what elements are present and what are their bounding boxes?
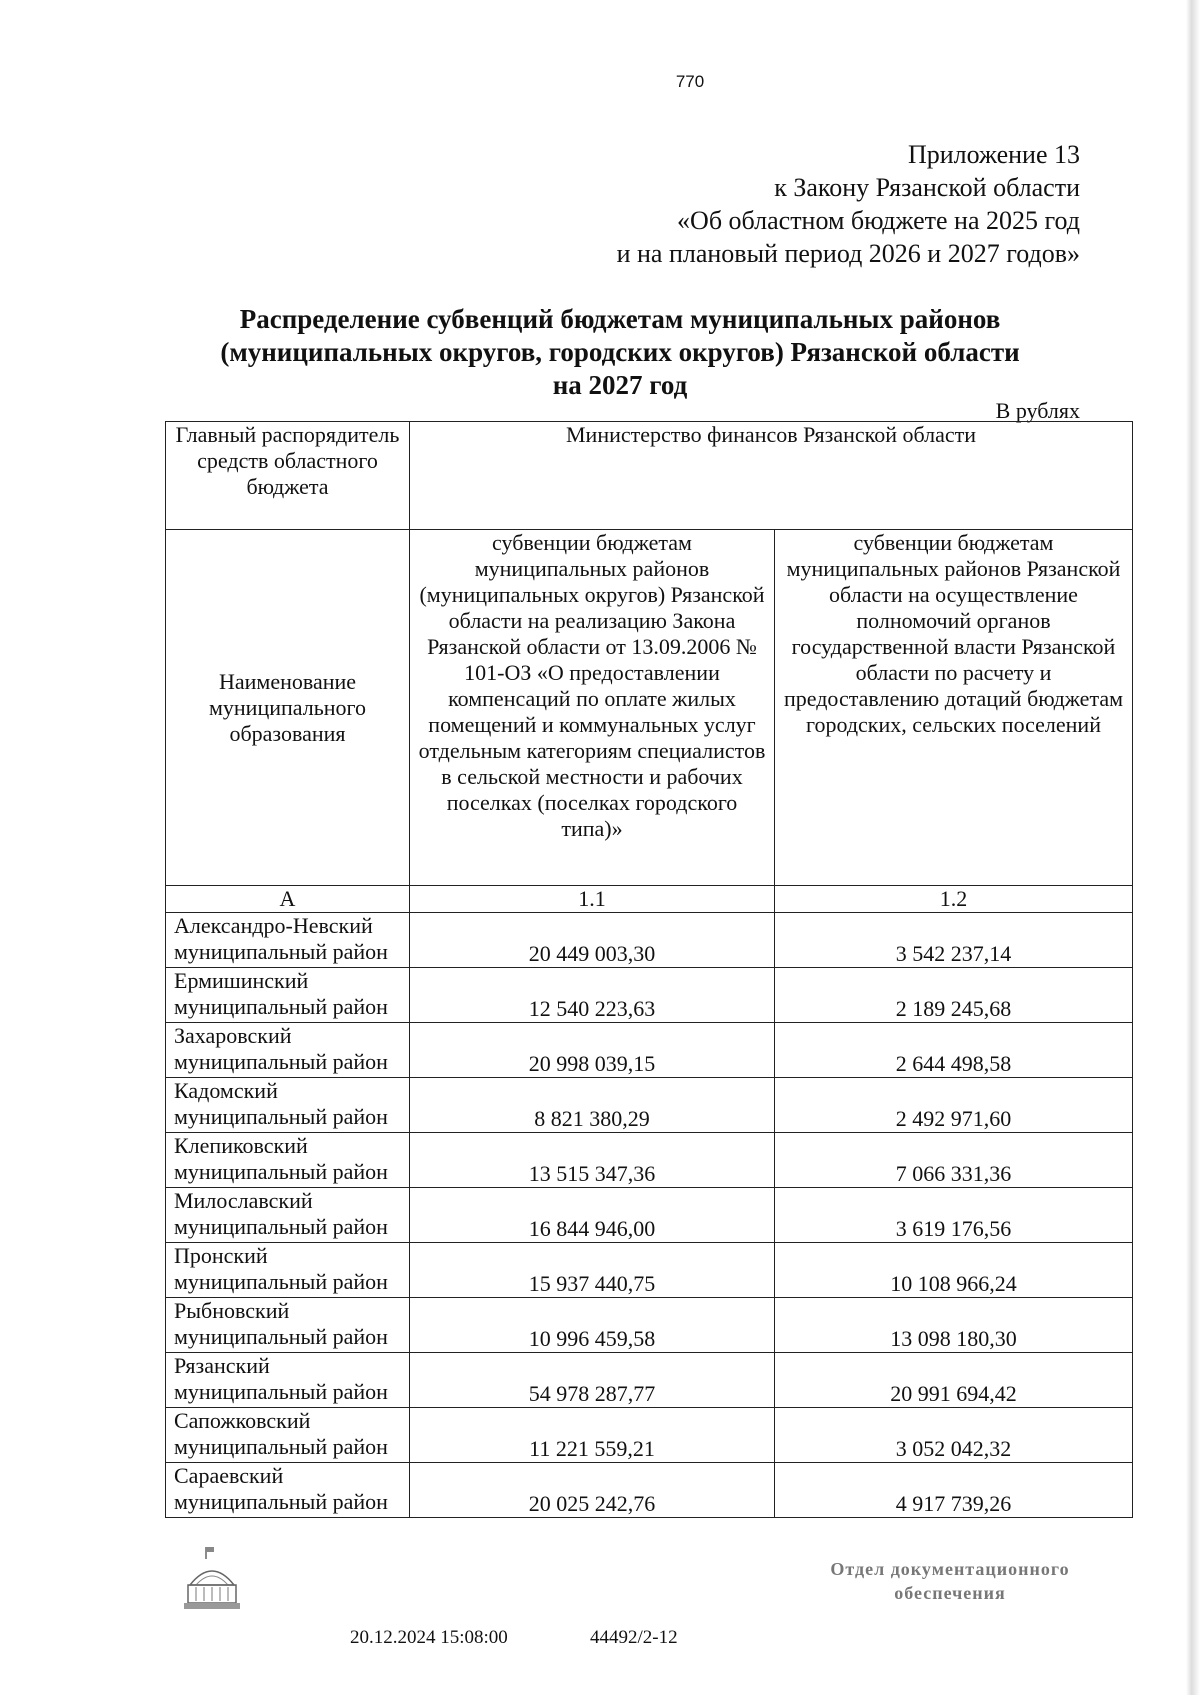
value-1-1: 10 996 459,58 [410,1298,775,1353]
table-row [166,1243,1133,1298]
coat-of-arms-icon [182,1545,242,1615]
title-line: на 2027 год [552,370,688,400]
value-1-2: 7 066 331,36 [775,1133,1133,1188]
municipality-name-line1: Сараевский [174,1463,284,1488]
table-row [166,968,1133,1023]
municipality-name-line2: муниципальный район [174,1434,388,1459]
value-1-2: 3 542 237,14 [775,913,1133,968]
table-row [166,1298,1133,1353]
municipality-name-line2: муниципальный район [174,1324,388,1349]
table-row [166,1353,1133,1408]
table-row [166,1463,1133,1518]
municipality-name-line2: муниципальный район [174,1104,388,1129]
value-1-1: 8 821 380,29 [410,1078,775,1133]
table-row [166,1408,1133,1463]
municipality-name-line2: муниципальный район [174,1379,388,1404]
municipality-name [166,1078,410,1133]
municipality-name [166,913,410,968]
municipality-name-line1: Сапожковский [174,1408,311,1433]
column-header-1-2: субвенции бюджетам муниципальных районов Рязанской области на осуществление полномочий органов государственной власти Рязанской области по расчету и предоставлению дотаций бюджетам городских, сельских поселений [775,530,1133,886]
value-1-1: 15 937 440,75 [410,1243,775,1298]
appendix-header [617,138,1080,270]
table-row [166,1188,1133,1243]
appendix-line: «Об областном бюджете на 2025 год [677,206,1080,235]
appendix-line: к Закону Рязанской области [774,173,1080,202]
appendix-line: и на плановый период 2026 и 2027 годов» [616,239,1080,268]
column-number: 1.1 [410,886,775,913]
document-title [160,303,1080,402]
header-row-admin [166,422,1133,530]
value-1-2: 2 492 971,60 [775,1078,1133,1133]
table-row [166,1023,1133,1078]
subventions-table [165,421,1133,1518]
municipality-name-line1: Милославский [174,1188,313,1213]
municipality-name-line1: Рязанский [174,1353,270,1378]
value-1-2: 10 108 966,24 [775,1243,1133,1298]
appendix-line: Приложение 13 [907,140,1080,169]
value-1-1: 12 540 223,63 [410,968,775,1023]
municipality-name-label: Наименование муниципального образования [166,530,410,886]
table-row [166,1133,1133,1188]
page-number: 770 [675,72,705,91]
column-number: А [166,886,410,913]
municipality-name-line1: Кадомский [174,1078,278,1103]
municipality-name [166,1188,410,1243]
table-row [166,1078,1133,1133]
title-line: (муниципальных округов, городских округов) Рязанской области [220,337,1020,367]
municipality-name [166,1408,410,1463]
value-1-1: 20 449 003,30 [410,913,775,968]
title-line: Распределение субвенций бюджетам муниципальных районов [239,304,1001,334]
municipality-name [166,1243,410,1298]
value-1-2: 13 098 180,30 [775,1298,1133,1353]
value-1-1: 16 844 946,00 [410,1188,775,1243]
municipality-name-line1: Клепиковский [174,1133,308,1158]
value-1-1: 11 221 559,21 [410,1408,775,1463]
municipality-name-line2: муниципальный район [174,939,388,964]
column-number: 1.2 [775,886,1133,913]
ministry-name: Министерство финансов Рязанской области [410,422,1133,530]
scan-edge [1186,0,1200,1695]
municipality-name-line2: муниципальный район [174,1214,388,1239]
value-1-2: 4 917 739,26 [775,1463,1133,1518]
value-1-1: 20 998 039,15 [410,1023,775,1078]
value-1-2: 2 189 245,68 [775,968,1133,1023]
value-1-2: 20 991 694,42 [775,1353,1133,1408]
municipality-name-line1: Ермишинский [174,968,309,993]
stamp-line: обеспечения [894,1583,1006,1603]
municipality-name [166,1023,410,1078]
municipality-name-line1: Рыбновский [174,1298,290,1323]
value-1-2: 3 619 176,56 [775,1188,1133,1243]
value-1-2: 3 052 042,32 [775,1408,1133,1463]
municipality-name [166,1353,410,1408]
municipality-name-line2: муниципальный район [174,1159,388,1184]
footer-timestamp: 20.12.2024 15:08:00 [350,1627,508,1648]
municipality-name-line1: Александро-Невский [174,913,373,938]
municipality-name-line2: муниципальный район [174,1489,388,1514]
municipality-name-line2: муниципальный район [174,994,388,1019]
value-1-1: 54 978 287,77 [410,1353,775,1408]
table-body [166,913,1133,1518]
value-1-1: 20 025 242,76 [410,1463,775,1518]
municipality-name-line2: муниципальный район [174,1269,388,1294]
main-admin-label: Главный распорядитель средств областного бюджета [166,422,410,530]
stamp-line: Отдел документационного [830,1559,1070,1579]
municipality-name-line2: муниципальный район [174,1049,388,1074]
footer-registration-number: 44492/2-12 [590,1627,678,1648]
municipality-name-line1: Захаровский [174,1023,292,1048]
header-row-columns [166,530,1133,886]
municipality-name [166,1133,410,1188]
value-1-2: 2 644 498,58 [775,1023,1133,1078]
municipality-name [166,1298,410,1353]
column-header-1-1: субвенции бюджетам муниципальных районов (муниципальных округов) Рязанской области на реализацию Закона Рязанской области от 13.09.2006 № 101-ОЗ «О предоставлении компенсаций по оплате жилых помещений и коммунальных услуг отдельным категориям специалистов в сельской местности и рабочих поселках (поселках городского типа)» [410,530,775,886]
units-label: В рублях [995,398,1080,423]
municipality-name [166,968,410,1023]
municipality-name-line1: Пронский [174,1243,268,1268]
value-1-1: 13 515 347,36 [410,1133,775,1188]
department-stamp [825,1557,1075,1605]
column-number-row [166,886,1133,913]
table-row [166,913,1133,968]
municipality-name [166,1463,410,1518]
